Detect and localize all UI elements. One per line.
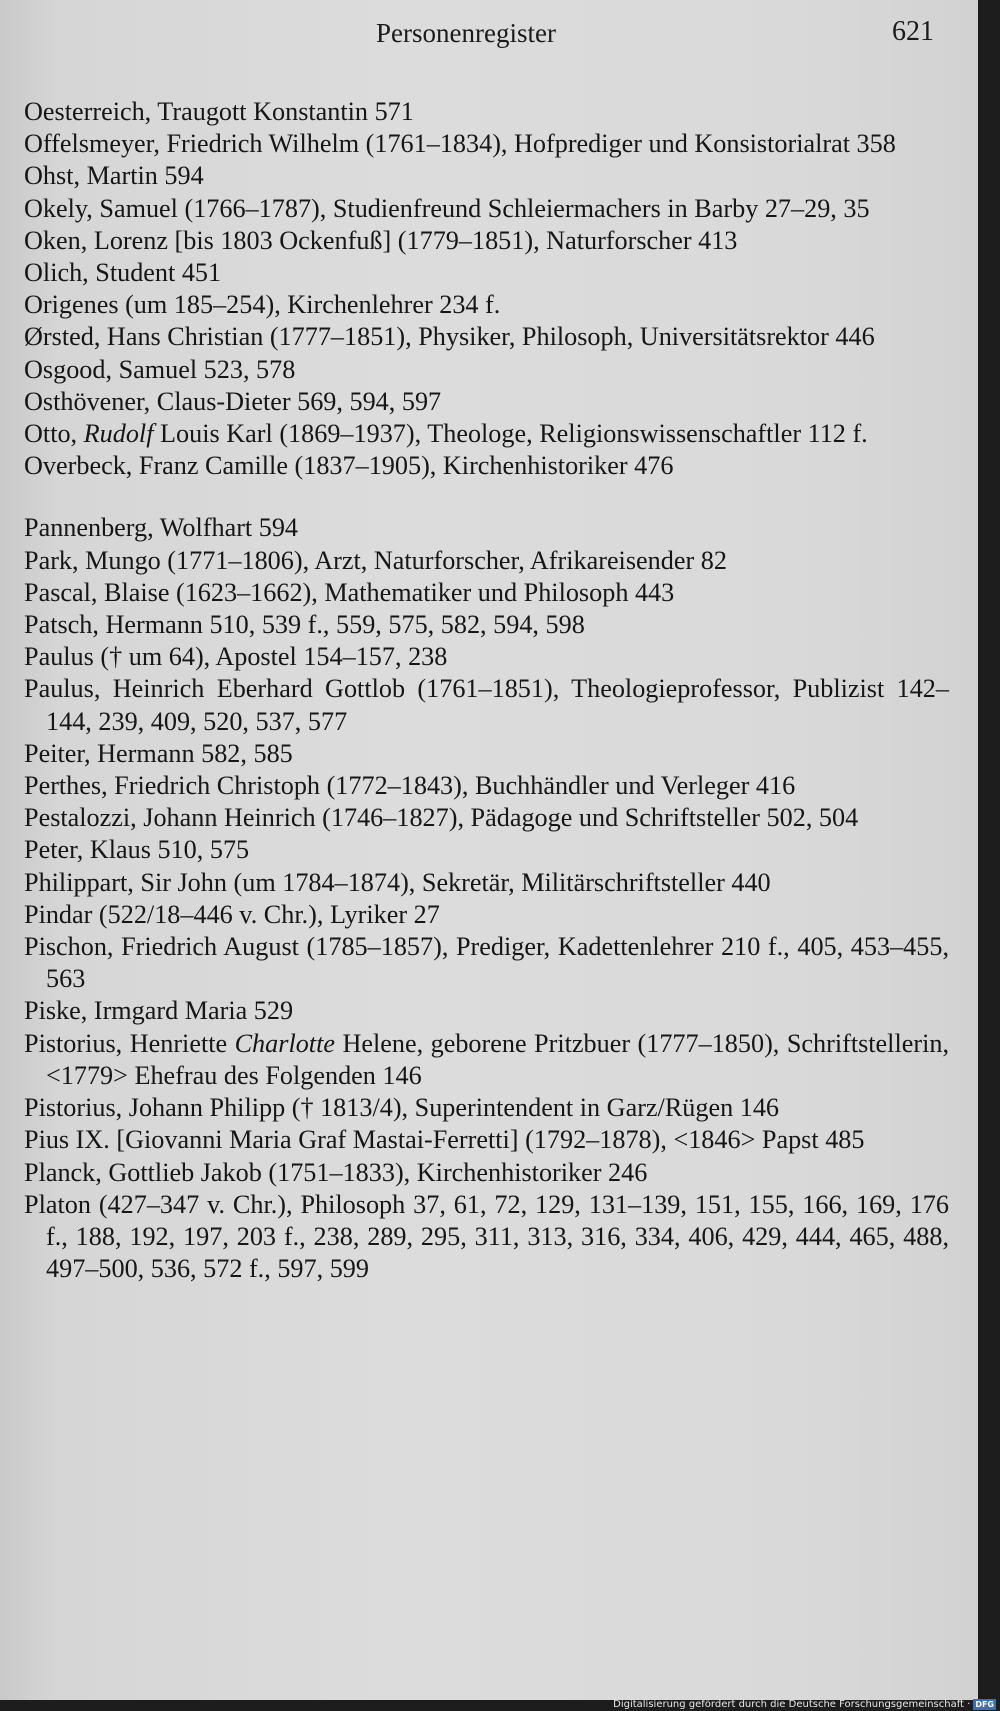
index-entry: Peter, Klaus 510, 575	[24, 835, 250, 865]
index-entry: Perthes, Friedrich Christoph (1772–1843), Buchhändler und Verleger 416	[24, 771, 796, 801]
credit-text: Digitalisierung gefördert durch die Deutsche Forschungsgemeinschaft ·	[613, 1698, 971, 1710]
index-entry: Piske, Irmgard Maria 529	[24, 996, 294, 1026]
index-entry: Paulus, Heinrich Eberhard Gottlob (1761–1851), Theologieprofessor, Publizist 142–144, 239, 409, 520, 537, 577	[24, 674, 949, 736]
index-entry: Pischon, Friedrich August (1785–1857), Prediger, Kadettenlehrer 210 f., 405, 453–455, 563	[24, 932, 949, 994]
index-entry: Otto, Rudolf Louis Karl (1869–1937), Theologe, Religionswissenschaftler 112 f.	[24, 419, 868, 449]
index-entry: Ørsted, Hans Christian (1777–1851), Physiker, Philosoph, Universitätsrektor 446	[24, 322, 875, 352]
index-entry: Peiter, Hermann 582, 585	[24, 738, 293, 768]
index-entry: Osgood, Samuel 523, 578	[24, 354, 296, 384]
index-entry: Osthövener, Claus-Dieter 569, 594, 597	[24, 386, 442, 416]
index-entry: Platon (427–347 v. Chr.), Philosoph 37, 61, 72, 129, 131–139, 151, 155, 166, 169, 176 f., 188, 192, 197, 203 f., 238, 289, 295, 311, 313, 316, 334, 406, 429, 444, 465, 488, 497–500, 536, 572 f., 597, 599	[24, 1189, 949, 1284]
page-number: 621	[892, 16, 934, 47]
italic-name: Charlotte	[234, 1028, 335, 1058]
index-entry: Pestalozzi, Johann Heinrich (1746–1827), Pädagoge und Schriftsteller 502, 504	[24, 803, 859, 833]
italic-name: Rudolf	[83, 419, 154, 449]
index-entry: Oken, Lorenz [bis 1803 Ockenfuß] (1779–1851), Naturforscher 413	[24, 225, 738, 255]
index-entry: Park, Mungo (1771–1806), Arzt, Naturforscher, Afrikareisender 82	[24, 545, 727, 575]
index-entry: Ohst, Martin 594	[24, 161, 204, 191]
digitization-credit	[613, 1697, 996, 1711]
index-entry: Oesterreich, Traugott Konstantin 571	[24, 97, 414, 126]
index-entry: Offelsmeyer, Friedrich Wilhelm (1761–1834), Hofprediger und Konsistorialrat 358	[24, 129, 896, 159]
index-entry: Overbeck, Franz Camille (1837–1905), Kirchenhistoriker 476	[24, 451, 674, 481]
index-entry: Olich, Student 451	[24, 258, 222, 288]
index-entry: Pistorius, Henriette Charlotte Helene, geborene Pritzbuer (1777–1850), Schriftstellerin, <1779> Ehefrau des Folgenden 146	[24, 1028, 949, 1090]
index-entry: Patsch, Hermann 510, 539 f., 559, 575, 582, 594, 598	[24, 610, 585, 640]
index-entry: Planck, Gottlieb Jakob (1751–1833), Kirchenhistoriker 246	[24, 1157, 648, 1187]
index-entry: Paulus († um 64), Apostel 154–157, 238	[24, 642, 448, 672]
index-entry: Pascal, Blaise (1623–1662), Mathematiker und Philosoph 443	[24, 577, 675, 607]
page-header	[0, 14, 978, 54]
index-entries	[24, 96, 949, 1285]
index-entry: Philippart, Sir John (um 1784–1874), Sekretär, Militärschriftsteller 440	[24, 867, 771, 897]
index-entry: Pindar (522/18–446 v. Chr.), Lyriker 27	[24, 899, 440, 929]
dfg-logo: DFG	[975, 1699, 994, 1709]
index-entry: Pistorius, Johann Philipp († 1813/4), Superintendent in Garz/Rügen 146	[24, 1093, 780, 1123]
index-entry: Pius IX. [Giovanni Maria Graf Mastai-Ferretti] (1792–1878), <1846> Papst 485	[24, 1125, 865, 1155]
index-entry: Origenes (um 185–254), Kirchenlehrer 234 f.	[24, 290, 501, 320]
index-entry: Okely, Samuel (1766–1787), Studienfreund Schleiermachers in Barby 27–29, 35	[24, 193, 870, 223]
index-entry: Pannenberg, Wolfhart 594	[24, 513, 299, 543]
section-gap	[24, 482, 949, 512]
running-title: Personenregister	[376, 18, 556, 48]
